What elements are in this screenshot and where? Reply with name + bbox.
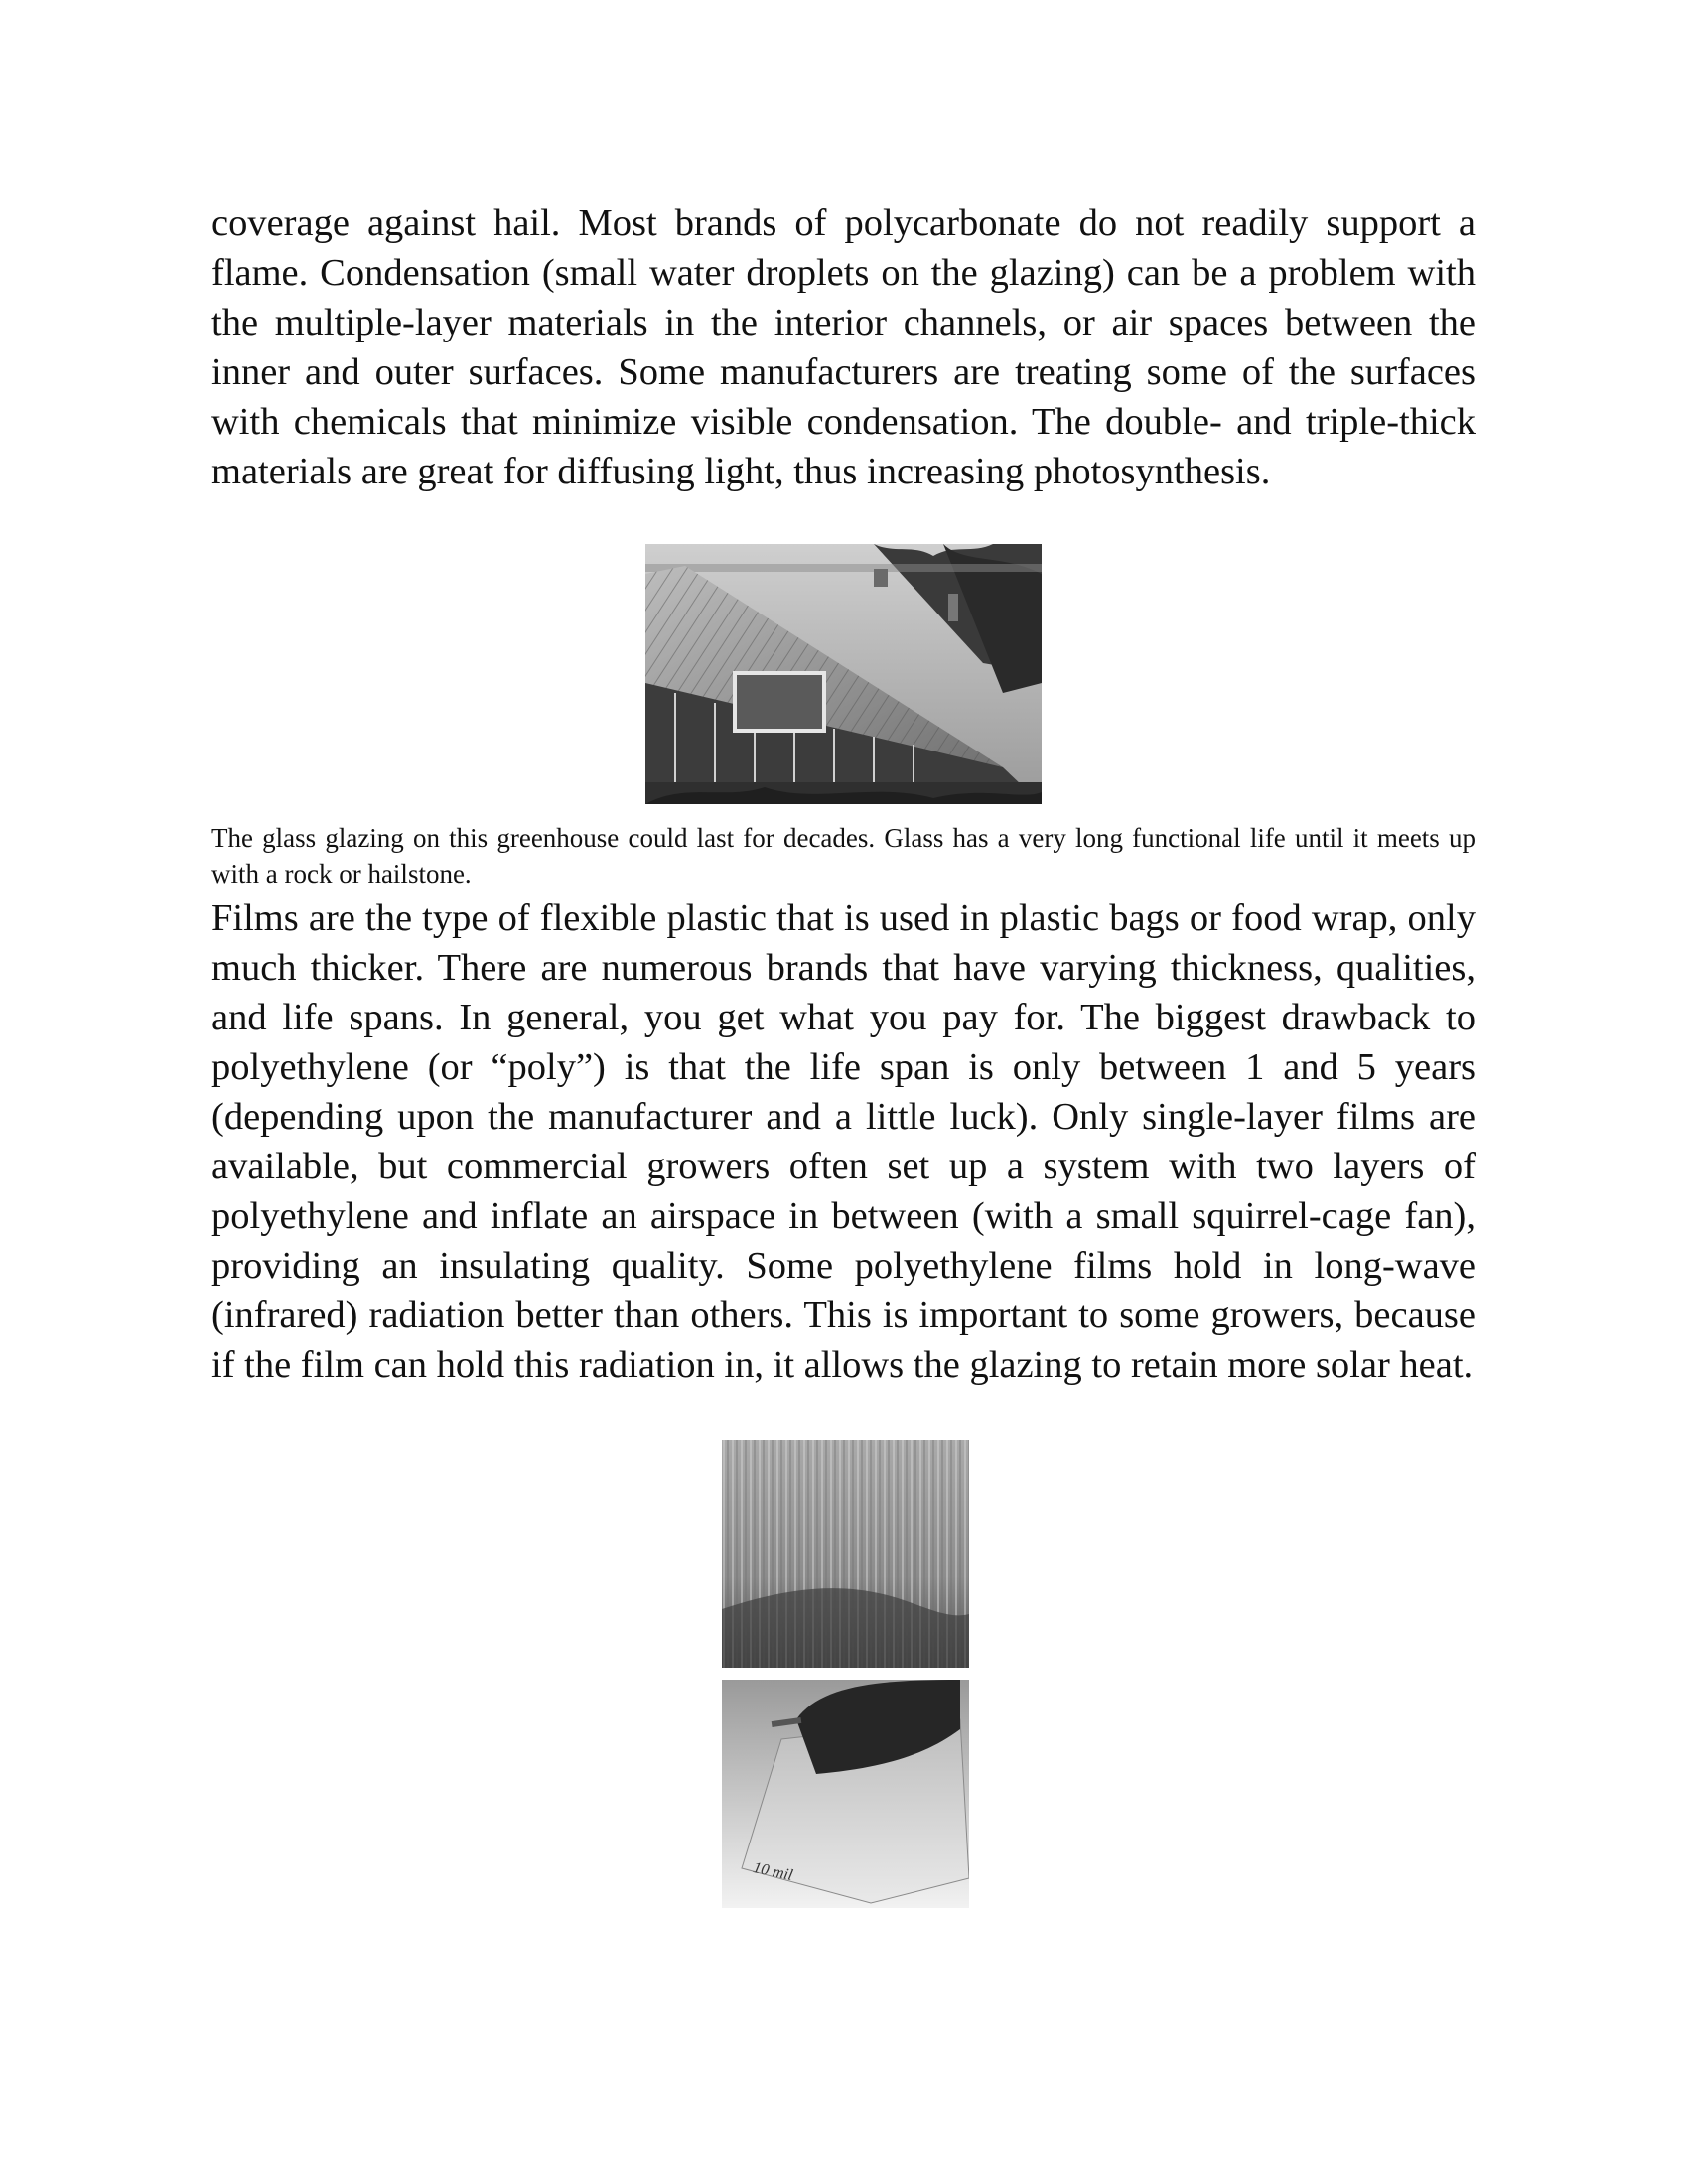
body-paragraph-films: Films are the type of flexible plastic that is used in plastic bags or food wrap, only much thicker. There are numerous brands that have varying thickness, qualities, and life spans. In general, you get what you pay for. The biggest drawback to polyethylene (or “poly”) is that the life span is only between 1 and 5 years (depending upon the manufacturer and a little luck). Only single-layer films are available, but commercial growers often set up a system with two layers of polyethylene and inflate an airspace in between (with a small squirrel-cage fan), providing an insulating quality. Some polyethylene films hold in long-wave (infrared) radiation better than others. This is important to some growers, because if the film can hold this radiation in, it allows the glazing to retain more solar heat. — [211, 897, 1476, 1386]
greenhouse-glass-photo — [645, 544, 1042, 804]
twin-wall-polycarbonate-photo — [722, 1440, 969, 1668]
body-paragraph-polycarbonate: coverage against hail. Most brands of polycarbonate do not readily support a flame. Condensation (small water droplets on the glazing) can be a problem with the multiple-layer materials in the interior channels, or air spaces between the inner and outer surfaces. Some manufacturers are treating some of the surfaces with chemicals that minimize visible condensation. The double- and triple-thick materials are great for diffusing light, thus increasing photosynthesis. — [211, 203, 1476, 492]
film-sample-label: 10 mil — [751, 1859, 794, 1885]
figure-caption-greenhouse: The glass glazing on this greenhouse could last for decades. Glass has a very long functional life until it meets up with a rock or hailstone. — [211, 823, 1476, 888]
poly-film-sample-photo — [722, 1680, 969, 1908]
